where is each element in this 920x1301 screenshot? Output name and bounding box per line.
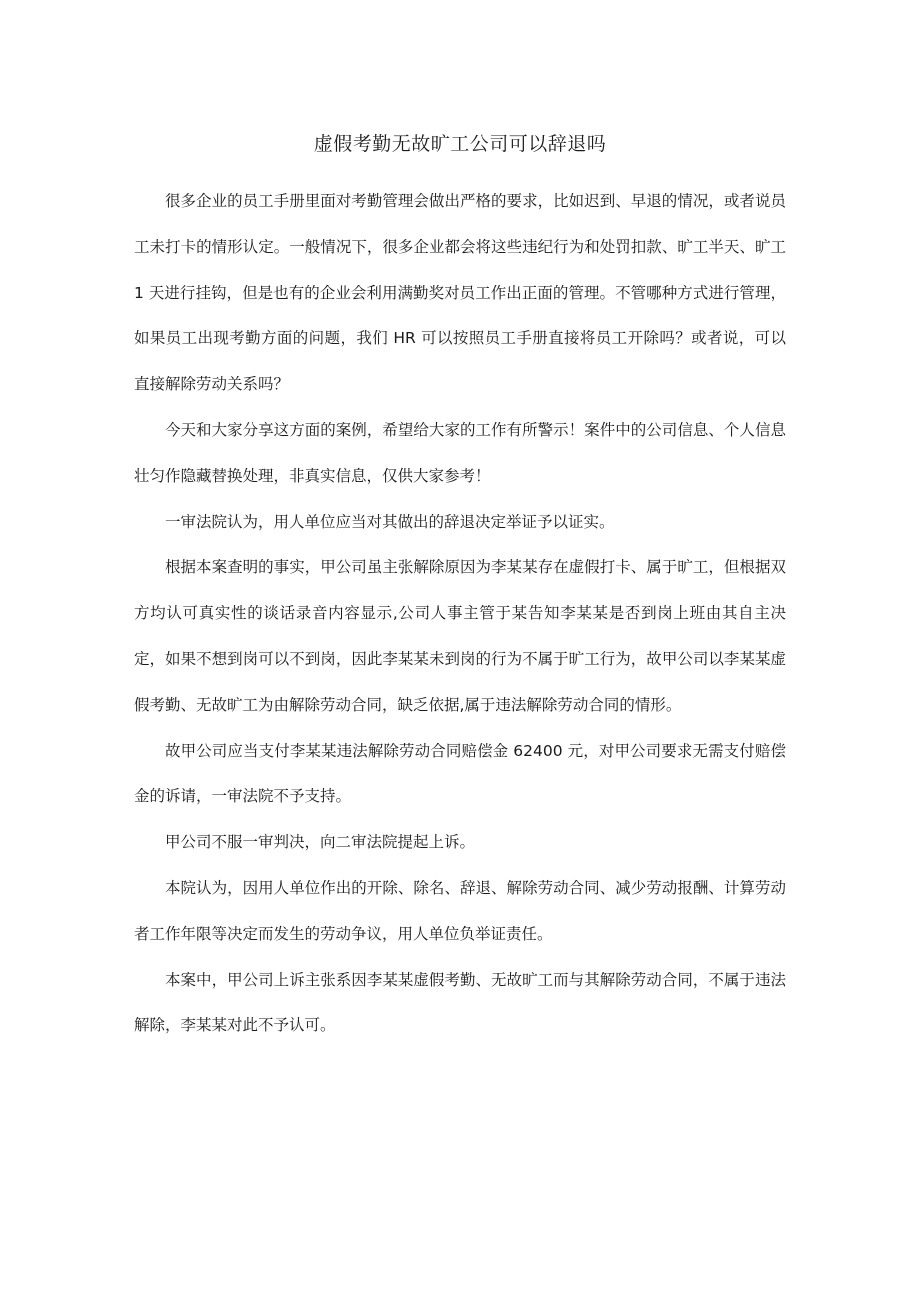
paragraph-case-sharing: 今天和大家分享这方面的案例，希望给大家的工作有所警示！案件中的公司信息、个人信息壮匀作隐藏替换处理，非真实信息，仅供大家参考！ [134, 420, 786, 485]
paragraph-this-case: 本案中，甲公司上诉主张系因李某某虚假考勤、无故旷工而与其解除劳动合同，不属于违法解除，李某某对此不予认可。 [134, 970, 786, 1035]
paragraph-court-view: 本院认为，因用人单位作出的开除、除名、辞退、解除劳动合同、减少劳动报酬、计算劳动者工作年限等决定而发生的劳动争议，用人单位负举证责任。 [134, 878, 786, 943]
document-title: 虚假考勤无故旷工公司可以辞退吗 [313, 133, 607, 155]
paragraph-facts: 根据本案查明的事实，甲公司虽主张解除原因为李某某存在虚假打卡、属于旷工，但根据双方均认可真实性的谈话录音内容显示,公司人事主管于某告知李某某是否到岗上班由其自主决定，如果不想到岗可以不到岗，因此李某某未到岗的行为不属于旷工行为，故甲公司以李某某虚假考勤、无故旷工为由解除劳动合同，缺乏依据,属于违法解除劳动合同的情形。 [134, 558, 786, 714]
paragraph-appeal: 甲公司不服一审判决，向二审法院提起上诉。 [165, 833, 476, 852]
document-body [134, 179, 786, 1049]
paragraph-intro: 很多企业的员工手册里面对考勤管理会做出严格的要求，比如迟到、早退的情况，或者说员工未打卡的情形认定。一般情况下，很多企业都会将这些违纪行为和处罚扣款、旷工半天、旷工1 天进行挂钩，但是也有的企业会利用满勤奖对员工作出正面的管理。不管哪种方式进行管理，如果员工出现考勤方面的问题，我们 HR 可以按照员工手册直接将员工开除吗？或者说，可以直接解除劳动关系吗？ [134, 192, 786, 394]
paragraph-compensation: 故甲公司应当支付李某某违法解除劳动合同赔偿金 62400 元，对甲公司要求无需支付赔偿金的诉请，一审法院不予支持。 [134, 741, 786, 806]
paragraph-first-instance-view: 一审法院认为，用人单位应当对其做出的辞退决定举证予以证实。 [165, 512, 615, 531]
